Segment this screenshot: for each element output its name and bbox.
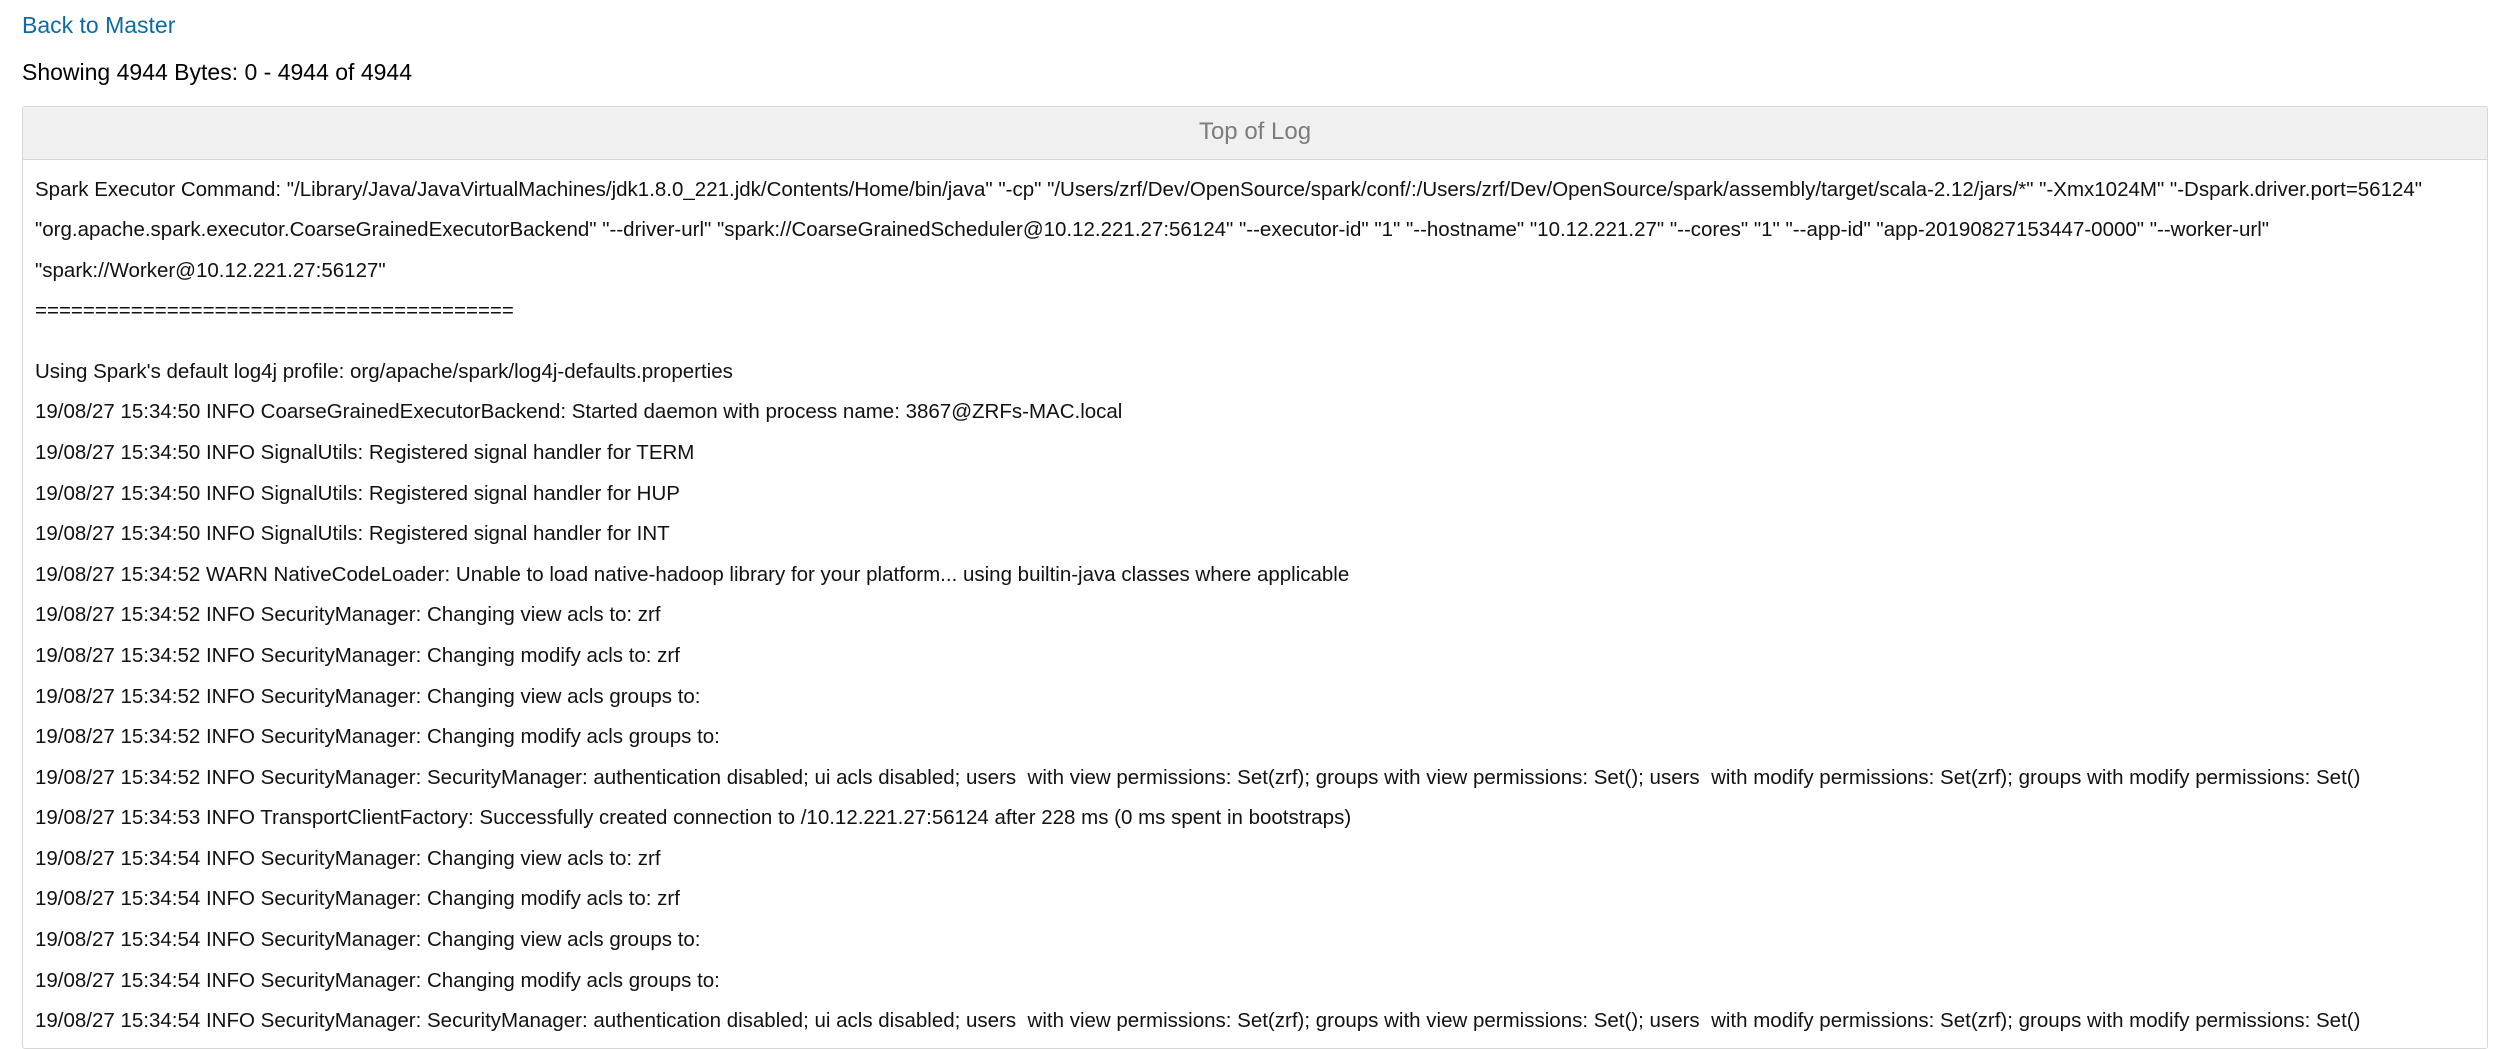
- log-content: [23, 160, 2487, 1048]
- log-line: 19/08/27 15:34:54 INFO SecurityManager: Changing view acls to: zrf: [35, 846, 661, 870]
- log-line: 19/08/27 15:34:52 INFO SecurityManager: SecurityManager: authentication disabled; ui acls disabled; users with view permissions: Set(zrf); groups with view permissions: Set(); users with modify permissions: Set(zrf); groups with modify permissions: Set(): [35, 765, 2361, 789]
- log-line: 19/08/27 15:34:52 INFO SecurityManager: Changing modify acls groups to:: [35, 725, 720, 749]
- log-line: 19/08/27 15:34:52 INFO SecurityManager: Changing view acls to: zrf: [35, 603, 661, 627]
- log-line: 19/08/27 15:34:50 INFO SignalUtils: Registered signal handler for TERM: [35, 441, 695, 465]
- log-line: 19/08/27 15:34:50 INFO SignalUtils: Registered signal handler for INT: [35, 522, 670, 546]
- log-line: 19/08/27 15:34:54 INFO SecurityManager: Changing view acls groups to:: [35, 927, 701, 951]
- log-line: Using Spark's default log4j profile: org/apache/spark/log4j-defaults.properties: [35, 359, 733, 383]
- log-panel: [22, 106, 2488, 1049]
- back-to-master-link[interactable]: Back to Master: [22, 12, 176, 38]
- log-line: 19/08/27 15:34:52 WARN NativeCodeLoader: Unable to load native-hadoop library for your platform... using builtin-java classes where applicable: [35, 562, 1350, 586]
- showing-bytes-status: Showing 4944 Bytes: 0 - 4944 of 4944: [22, 58, 413, 85]
- log-line: 19/08/27 15:34:52 INFO SecurityManager: Changing modify acls to: zrf: [35, 643, 680, 667]
- log-line: 19/08/27 15:34:53 INFO TransportClientFactory: Successfully created connection to /10.12.221.27:56124 after 228 ms (0 ms spent in bootstraps): [35, 806, 1352, 830]
- log-line: Spark Executor Command: "/Library/Java/JavaVirtualMachines/jdk1.8.0_221.jdk/Contents/Home/bin/java" "-cp" "/Users/zrf/Dev/OpenSource/spark/conf/:/Users/zrf/Dev/OpenSource/spark/assembly/target/scala-2.12/jars/*" "-Xmx1024M" "-Dspark.driver.port=56124" "org.apache.spark.executor.CoarseGrainedExecutorBackend" "--driver-url" "spark://CoarseGrainedScheduler@10.12.221.27:56124" "--executor-id" "1" "--hostname" "10.12.221.27" "--cores" "1" "--app-id" "app-20190827153447-0000" "--worker-url" "spark://Worker@10.12.221.27:56127": [35, 177, 2428, 282]
- log-line: ========================================: [35, 299, 514, 323]
- log-line: 19/08/27 15:34:54 INFO SecurityManager: SecurityManager: authentication disabled; ui acls disabled; users with view permissions: Set(zrf); groups with view permissions: Set(); users with modify permissions: Set(zrf); groups with modify permissions: Set(): [35, 1009, 2361, 1033]
- log-line: [35, 332, 2475, 352]
- log-line: 19/08/27 15:34:54 INFO SecurityManager: Changing modify acls groups to:: [35, 968, 720, 992]
- log-line: 19/08/27 15:34:54 INFO SecurityManager: Changing modify acls to: zrf: [35, 887, 680, 911]
- log-line: 19/08/27 15:34:52 INFO SecurityManager: Changing view acls groups to:: [35, 684, 701, 708]
- log-line: 19/08/27 15:34:50 INFO CoarseGrainedExecutorBackend: Started daemon with process name: 3867@ZRFs-MAC.local: [35, 400, 1123, 424]
- top-of-log-header: Top of Log: [23, 107, 2487, 159]
- log-line: 19/08/27 15:34:50 INFO SignalUtils: Registered signal handler for HUP: [35, 481, 680, 505]
